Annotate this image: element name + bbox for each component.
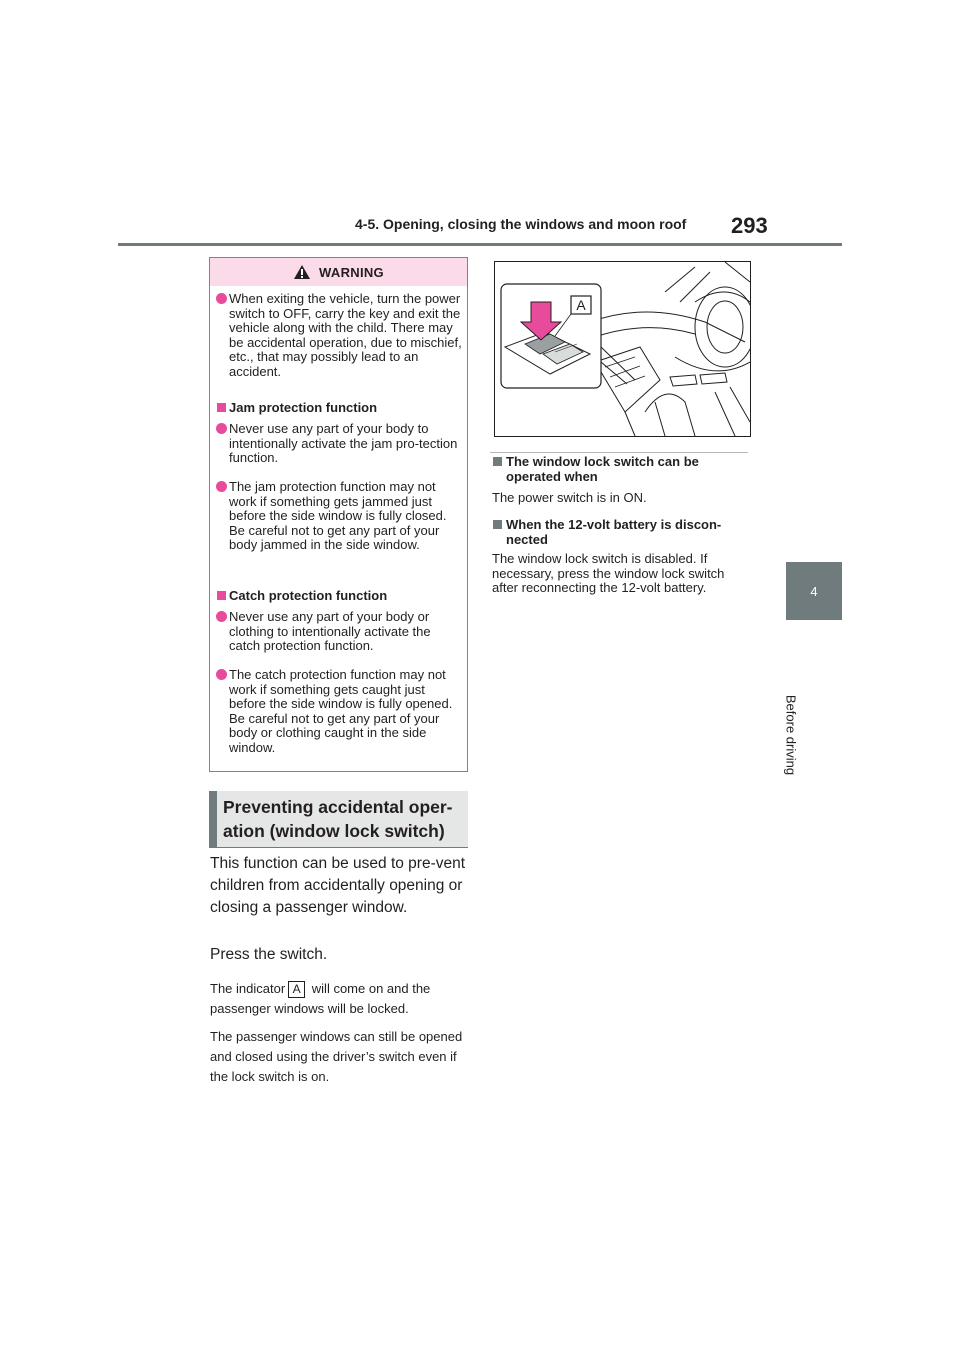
window-lock-switch-illustration: [494, 261, 751, 437]
square-bullet-icon: [493, 520, 502, 529]
section-heading: [209, 791, 468, 847]
header-rule: [118, 243, 842, 246]
warning-heading-catch: Catch protection function: [216, 589, 464, 604]
chapter-label: Before driving: [783, 694, 799, 776]
dashboard-drawing: [495, 262, 750, 436]
square-bullet-icon: [217, 403, 226, 412]
callout-marker-a: A: [288, 981, 305, 998]
warning-item-exit: When exiting the vehicle, turn the power switch to OFF, carry the key and exit the vehicle along with the child. There may be accidental operation, due to mischief, etc., that may possibly lead to an accident.: [216, 292, 464, 379]
header-section-title: 4-5. Opening, closing the windows and moon roof: [355, 216, 687, 232]
square-bullet-icon: [493, 457, 502, 466]
page-number: 293: [731, 213, 768, 238]
bullet-icon: [216, 669, 227, 680]
warning-item-catch-1: Never use any part of your body or clothing to intentionally activate the catch protection function.: [216, 610, 464, 654]
warning-triangle-icon: [293, 264, 311, 280]
bullet-icon: [216, 611, 227, 622]
illustration-callout-a: A: [576, 297, 586, 313]
note-heading-operated-when: The window lock switch can be operated when: [492, 455, 747, 484]
indicator-paragraph: The indicator A will come on and the passenger windows will be locked.: [210, 981, 431, 1016]
warning-label: WARNING: [319, 264, 384, 280]
note-body-battery: The window lock switch is disabled. If necessary, press the window lock switch after reconnecting the 12-volt battery.: [492, 551, 725, 595]
bullet-icon: [216, 293, 227, 304]
section-heading-text: Preventing accidental oper-ation (window lock switch): [223, 797, 453, 841]
warning-item-jam-2: The jam protection function may not work if something gets jammed just before the side window is fully closed. Be careful not to get any part of your body jammed in the side window.: [216, 480, 464, 553]
note-body-operated-when: The power switch is in ON.: [492, 490, 647, 505]
bullet-icon: [216, 423, 227, 434]
chapter-label-container: [771, 680, 811, 790]
warning-heading-jam: Jam protection function: [216, 401, 464, 416]
chapter-tab[interactable]: [786, 562, 842, 620]
warning-item-catch-2: The catch protection function may not work if something gets caught just before the side window is fully opened. Be careful not to get any part of your body or clothing caught in the side window.: [216, 668, 464, 755]
section-heading-bar: [209, 791, 217, 847]
square-bullet-icon: [217, 591, 226, 600]
bullet-icon: [216, 481, 227, 492]
intro-paragraph: This function can be used to pre-vent children from accidentally opening or closing a passenger window.: [210, 855, 466, 916]
chapter-number: 4: [810, 583, 818, 599]
note-heading-battery: When the 12-volt battery is discon-nected: [492, 518, 747, 547]
instruction-paragraph: Press the switch.: [210, 946, 328, 963]
warning-item-jam-1: Never use any part of your body to intentionally activate the jam pro-tection function.: [216, 422, 464, 466]
warning-header: [210, 258, 467, 286]
still-note-paragraph: The passenger windows can still be opened and closed using the driver’s switch even if the lock switch is on.: [210, 1029, 463, 1084]
warning-box: [209, 257, 468, 772]
section-rule: [209, 847, 468, 848]
notes-rule: [490, 452, 748, 453]
